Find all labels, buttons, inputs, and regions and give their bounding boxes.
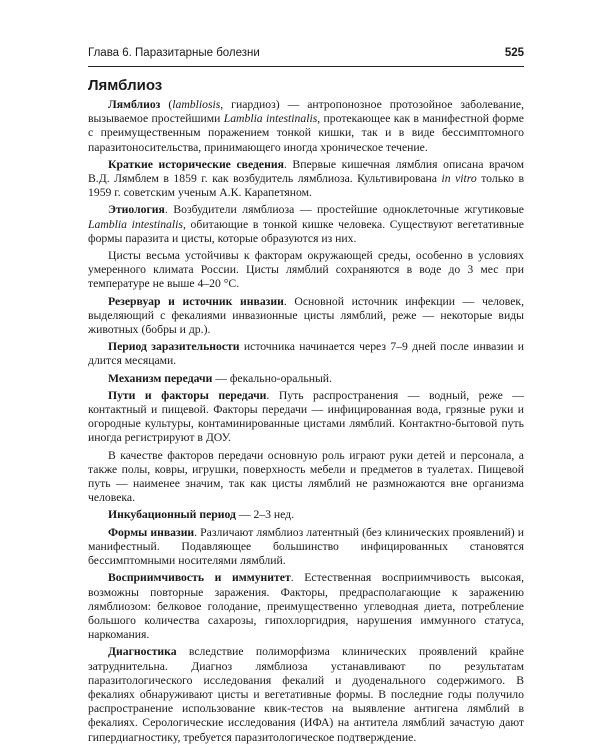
paragraph-forms <box>88 526 524 569</box>
text-run: , протекающее как в манифестной форме с преимущественным поражением тонкой кишки, так и в виде бессимптомного паразитоносительства, принимающего иногда хроническое течение. <box>88 112 524 154</box>
section-title: Лямблиоз <box>88 77 163 94</box>
paragraph-mechanism <box>88 372 524 386</box>
header-rule <box>88 66 524 67</box>
latin-term: lambliosis <box>172 98 221 111</box>
term-lead: Механизм передачи <box>108 371 213 385</box>
page-number: 525 <box>504 47 524 59</box>
paragraph-definition <box>88 98 524 155</box>
term-lead: Пути и факторы передачи <box>108 388 267 402</box>
paragraph-reservoir <box>88 295 524 338</box>
term-lead: Краткие исторические сведения <box>108 157 284 171</box>
text-run: вследствие полиморфизма клинических проявлений крайне затруднительна. Диагноз лямблиоза устанавливают по результатам паразитологического исследования фекалий и дуоденального содержимого. В фекалиях обнаруживают цисты и вегетативные формы. В последние годы получило распространение использование квик-тестов на выявление антигена лямблий в фекалиях. Серологические исследования (ИФА) на антитела лямблий зачастую дают гипердиагностику, требуется паразитологическое подтверждение. <box>88 645 524 744</box>
term-lead: Период заразительности <box>108 340 240 354</box>
paragraph-susceptibility <box>88 571 524 642</box>
term-lead: Лямблиоз <box>108 98 161 111</box>
text-run: Цисты весьма устойчивы к факторам окружающей среды, особенно в условиях умеренного климата России. Цисты лямблий сохраняются в воде до 3 мес при температуре не выше 4–20 °С. <box>88 249 524 291</box>
term-lead: Формы инвазии <box>108 525 195 539</box>
text-run: . Основной источник инфекции — человек, выделяющий с фекалиями инвазионные цисты лямблий, реже — некоторые виды животных (бобры и др.). <box>88 294 524 337</box>
text-run: ( <box>160 98 173 111</box>
term-lead: Диагностика <box>108 645 177 659</box>
term-lead: Инкубационный период <box>108 508 236 522</box>
body-text <box>88 98 524 748</box>
text-run: — фекально-оральный. <box>212 371 332 385</box>
latin-term: Lamblia intestinalis <box>223 112 318 126</box>
paragraph-diagnostics <box>88 645 524 744</box>
paragraph-incubation <box>88 508 524 522</box>
text-run: В качестве факторов передачи основную роль играют руки детей и персонала, а также полы, ковры, игрушки, поверхность мебели и предметов в туалетах. Пищевой путь — наименее значим, так как цисты лямблий не размножаются вне организма человека. <box>88 448 524 505</box>
text-run: источника начинается через 7–9 дней после инвазии и длится месяцами. <box>88 340 524 368</box>
text-run: , обитающие в тонкой кишке человека. Существуют вегетативные формы паразита и цисты, которые образуются из них. <box>88 217 524 245</box>
term-lead: Резервуар и источник инвазии <box>108 294 284 308</box>
text-run: . Впервые кишечная лямблия описана врачом В.Д. Лямблем в 1859 г. как возбудитель лямблиоза. Культивирована <box>88 157 524 186</box>
text-run: . Возбудители лямблиоза — простейшие одноклеточные жгутиковые <box>164 203 524 217</box>
paragraph-history <box>88 158 524 201</box>
running-header <box>88 47 524 67</box>
term-lead: Восприимчивость и иммунитет <box>108 571 291 585</box>
paragraph-contagious-period <box>88 340 524 368</box>
text-run: . Различают лямблиоз латентный (без клинических проявлений) и манифестный. Подавляющее большинство инфицированных становятся бессимптомными носителями лямблий. <box>88 525 524 568</box>
paragraph-transmission <box>88 389 524 446</box>
text-run: . Путь распространения — водный, реже — контактный и пищевой. Факторы передачи — инфицированная вода, грязные руки и огородные культуры, контаминированные цистами лямблий. Контактно-бытовой путь иногда регистрируют в ДОУ. <box>88 388 524 445</box>
paragraph-factors <box>88 449 524 506</box>
text-run: , гиардиоз) — антропонозное протозойное заболевание, вызываемое простейшими <box>88 98 524 126</box>
text-run: . Естественная восприимчивость высокая, возможны повторные заражения. Факторы, предрасполагающие к заражению лямблиозом: белковое голодание, преимущественно углеводная диета, потребление большого количества сахарозы, гипохлоргидрия, нарушения иммунного статуса, наркомания. <box>88 571 525 642</box>
latin-term: in vitro <box>441 172 477 186</box>
chapter-title: Глава 6. Паразитарные болезни <box>88 47 260 59</box>
text-run: только в 1959 г. советским ученым А.К. Карапетяном. <box>88 172 524 200</box>
paragraph-cysts <box>88 249 524 292</box>
term-lead: Этиология <box>108 203 165 217</box>
paragraph-etiology <box>88 203 524 246</box>
text-run: — 2–3 нед. <box>235 508 295 522</box>
latin-term: Lamblia intestinalis <box>88 217 183 231</box>
